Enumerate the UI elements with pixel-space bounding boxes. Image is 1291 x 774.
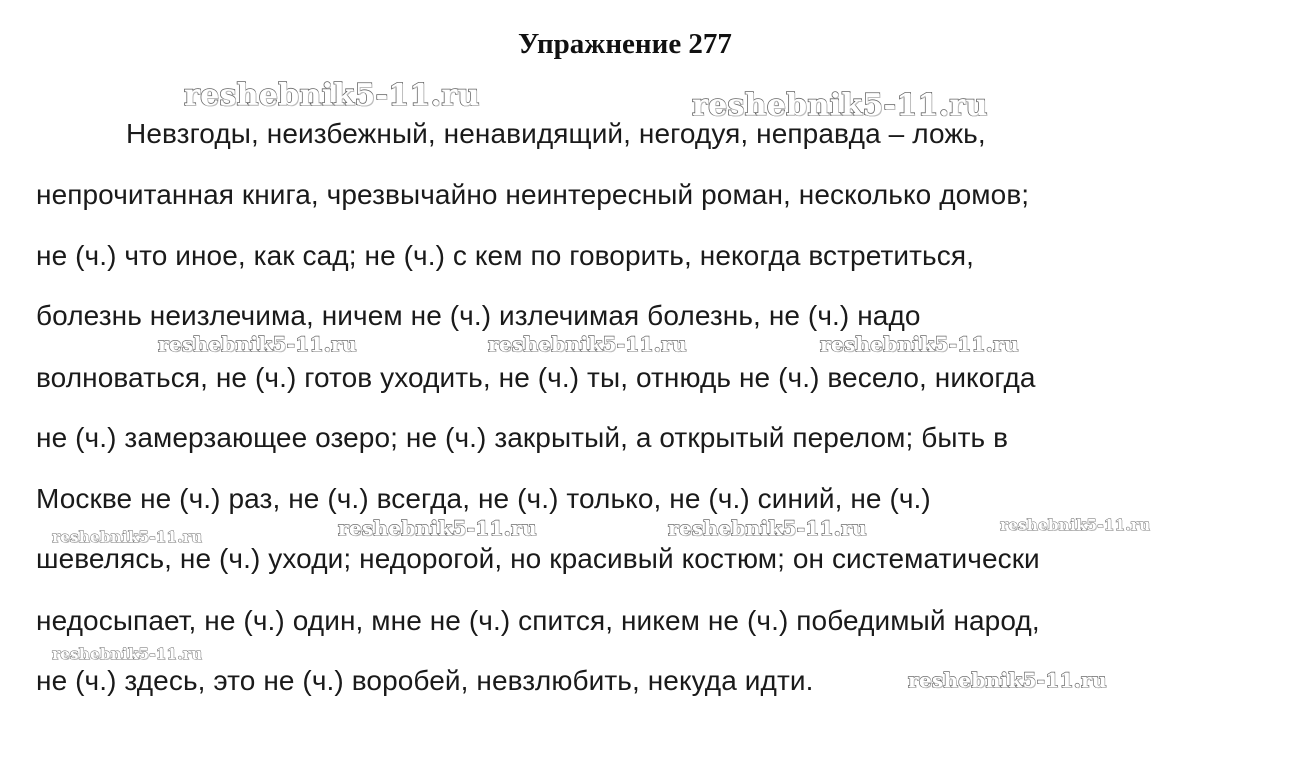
text-line-7: Москве не (ч.) раз, не (ч.) всегда, не (ч.) только, не (ч.) синий, не (ч.): [36, 483, 931, 514]
text-line-4: болезнь неизлечима, ничем не (ч.) излечимая болезнь, не (ч.) надо: [36, 300, 921, 331]
text-line-2: непрочитанная книга, чрезвычайно неинтересный роман, несколько домов;: [36, 179, 1030, 210]
text-line-10: не (ч.) здесь, это не (ч.) воробей, невзлюбить, некуда идти.: [36, 665, 814, 696]
watermark: reshebnik5-11.ru: [668, 516, 867, 540]
watermark: reshebnik5-11.ru: [52, 645, 203, 663]
text-line-5: волноваться, не (ч.) готов уходить, не (ч.) ты, отнюдь не (ч.) весело, никогда: [36, 362, 1036, 393]
watermark: reshebnik5-11.ru: [184, 78, 480, 113]
watermark: reshebnik5-11.ru: [820, 332, 1019, 356]
text-line-9: недосыпает, не (ч.) один, мне не (ч.) спится, никем не (ч.) победимый народ,: [36, 605, 1040, 636]
watermark: reshebnik5-11.ru: [158, 332, 357, 356]
watermark: reshebnik5-11.ru: [908, 668, 1107, 692]
watermark: reshebnik5-11.ru: [488, 332, 687, 356]
watermark: reshebnik5-11.ru: [1000, 516, 1151, 534]
text-line-8: шевелясь, не (ч.) уходи; недорогой, но красивый костюм; он систематически: [36, 543, 1040, 574]
watermark: reshebnik5-11.ru: [692, 88, 988, 123]
watermark: reshebnik5-11.ru: [52, 528, 203, 546]
watermark: reshebnik5-11.ru: [338, 516, 537, 540]
text-line-6: не (ч.) замерзающее озеро; не (ч.) закрытый, а открытый перелом; быть в: [36, 422, 1009, 453]
exercise-title: Упражнение 277: [518, 28, 732, 60]
text-line-1: Невзгоды, неизбежный, ненавидящий, негодуя, неправда – ложь,: [126, 118, 986, 149]
text-line-3: не (ч.) что иное, как сад; не (ч.) с кем по говорить, некогда встретиться,: [36, 240, 974, 271]
